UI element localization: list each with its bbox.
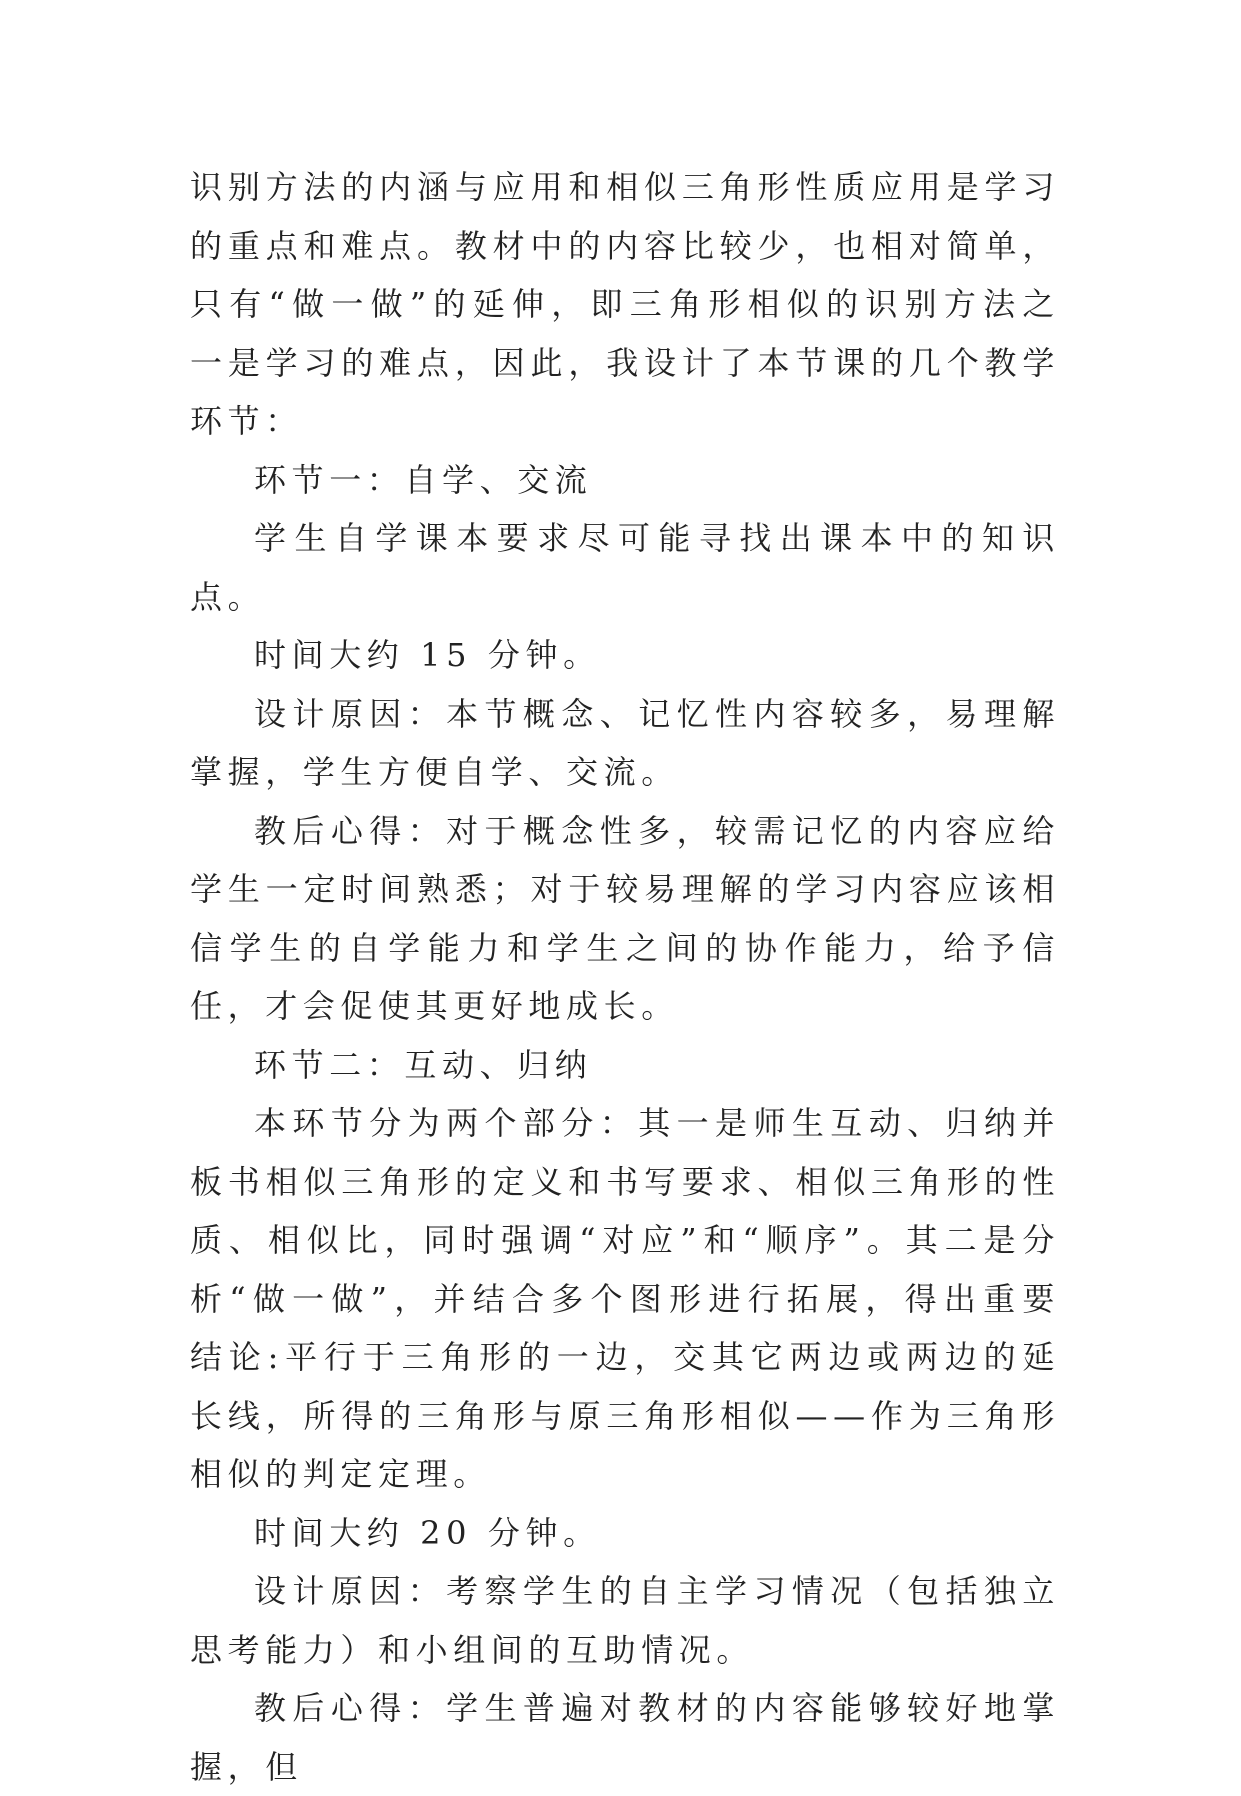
paragraph-design-reason: 设计原因：考察学生的自主学习情况（包括独立思考能力）和小组间的互助情况。 (190, 1572, 1060, 1669)
paragraph-time: 时间大约 20 分钟。 (254, 1513, 601, 1552)
paragraph-time: 时间大约 15 分钟。 (254, 636, 601, 674)
section-heading-2: 环节二：互动、归纳 (254, 1045, 593, 1084)
paragraph: 本环节分为两个部分：其一是师生互动、归纳并板书相似三角形的定义和书写要求、相似三角形的性质、相似比，同时强调“对应”和“顺序”。其二是分析“做一做”，并结合多个图形进行拓展，得出重要结论:平行于三角形的一边，交其它两边或两边的延长线，所得的三角形与原三角形相似——作为三角形相似的判定定理。 (190, 1104, 1060, 1493)
section-heading-1: 环节一：自学、交流 (254, 460, 593, 499)
paragraph: 学生自学课本要求尽可能寻找出课本中的知识点。 (190, 519, 1060, 616)
paragraph-design-reason: 设计原因：本节概念、记忆性内容较多，易理解掌握，学生方便自学、交流。 (190, 694, 1060, 791)
paragraph-reflection: 教后心得：学生普遍对教材的内容能够较好地掌握，但 (190, 1689, 1060, 1786)
paragraph-reflection: 教后心得：对于概念性多，较需记忆的内容应给学生一定时间熟悉；对于较易理解的学习内容应该相信学生的自学能力和学生之间的协作能力，给予信任，才会促使其更好地成长。 (190, 811, 1060, 1025)
document-body (190, 158, 1060, 1796)
paragraph-intro: 识别方法的内涵与应用和相似三角形性质应用是学习的重点和难点。教材中的内容比较少，也相对简单，只有“做一做”的延伸，即三角形相似的识别方法之一是学习的难点，因此，我设计了本节课的几个教学环节： (190, 168, 1060, 440)
